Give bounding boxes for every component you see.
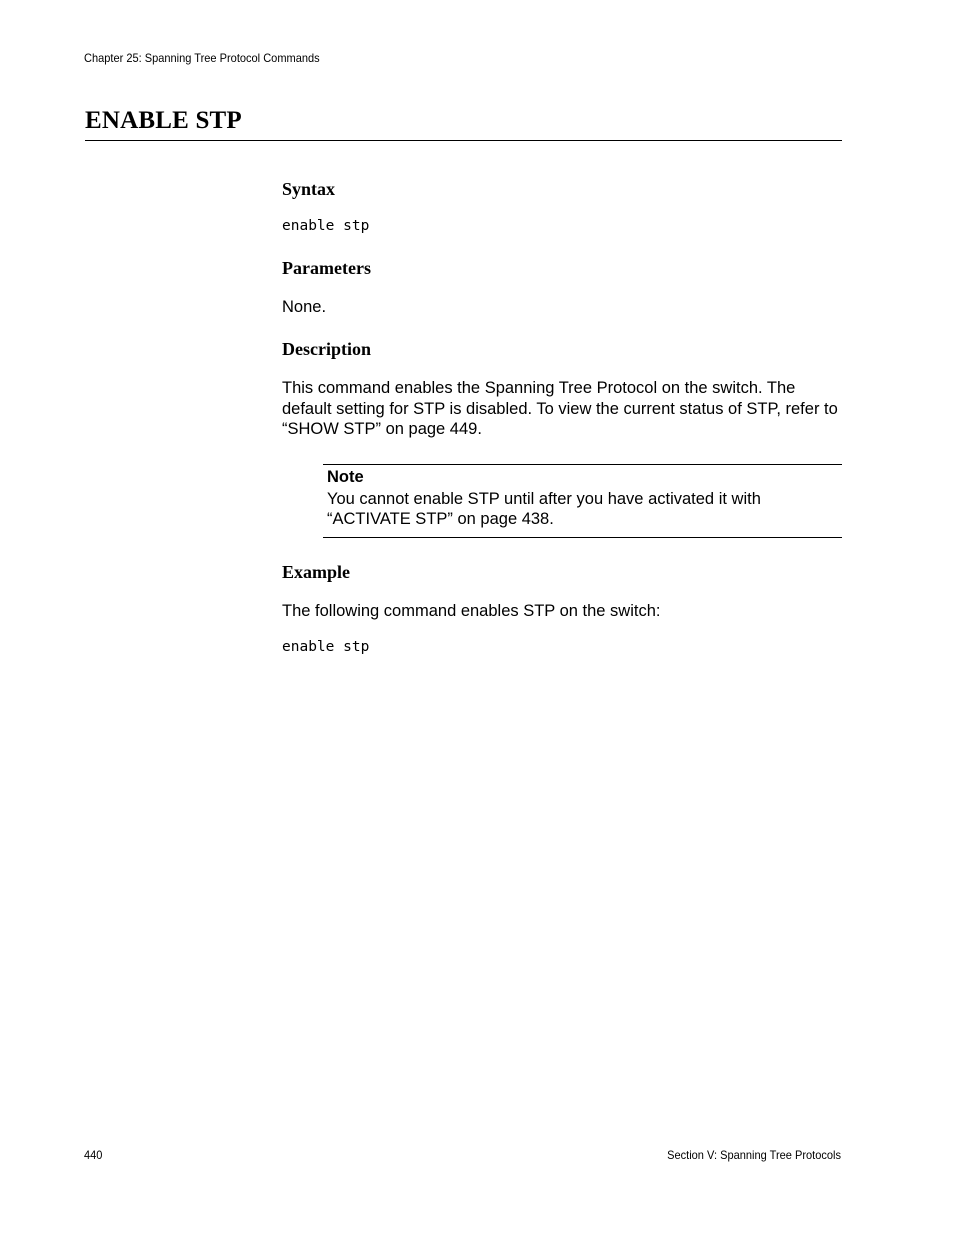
page-number: 440 bbox=[84, 1148, 103, 1162]
note-text: You cannot enable STP until after you have activated it with “ACTIVATE STP” on page 438. bbox=[327, 490, 761, 528]
syntax-code: enable stp bbox=[282, 218, 370, 234]
description-heading: Description bbox=[282, 339, 371, 359]
title-rule bbox=[85, 140, 842, 141]
syntax-heading: Syntax bbox=[282, 179, 336, 199]
note-label: Note bbox=[327, 468, 364, 486]
page-title: ENABLE STP bbox=[85, 107, 242, 134]
parameters-heading: Parameters bbox=[282, 258, 371, 278]
parameters-text: None. bbox=[282, 298, 327, 316]
running-head: Chapter 25: Spanning Tree Protocol Commands bbox=[84, 51, 320, 65]
description-text: This command enables the Spanning Tree Protocol on the switch. The default setting for STP is disabled. To view the current status of STP, refer to “SHOW STP” on page 449. bbox=[282, 379, 838, 438]
note-box bbox=[323, 464, 842, 538]
example-heading: Example bbox=[282, 562, 351, 582]
footer-section: Section V: Spanning Tree Protocols bbox=[667, 1148, 841, 1162]
example-text: The following command enables STP on the switch: bbox=[282, 602, 661, 620]
example-code: enable stp bbox=[282, 639, 370, 655]
